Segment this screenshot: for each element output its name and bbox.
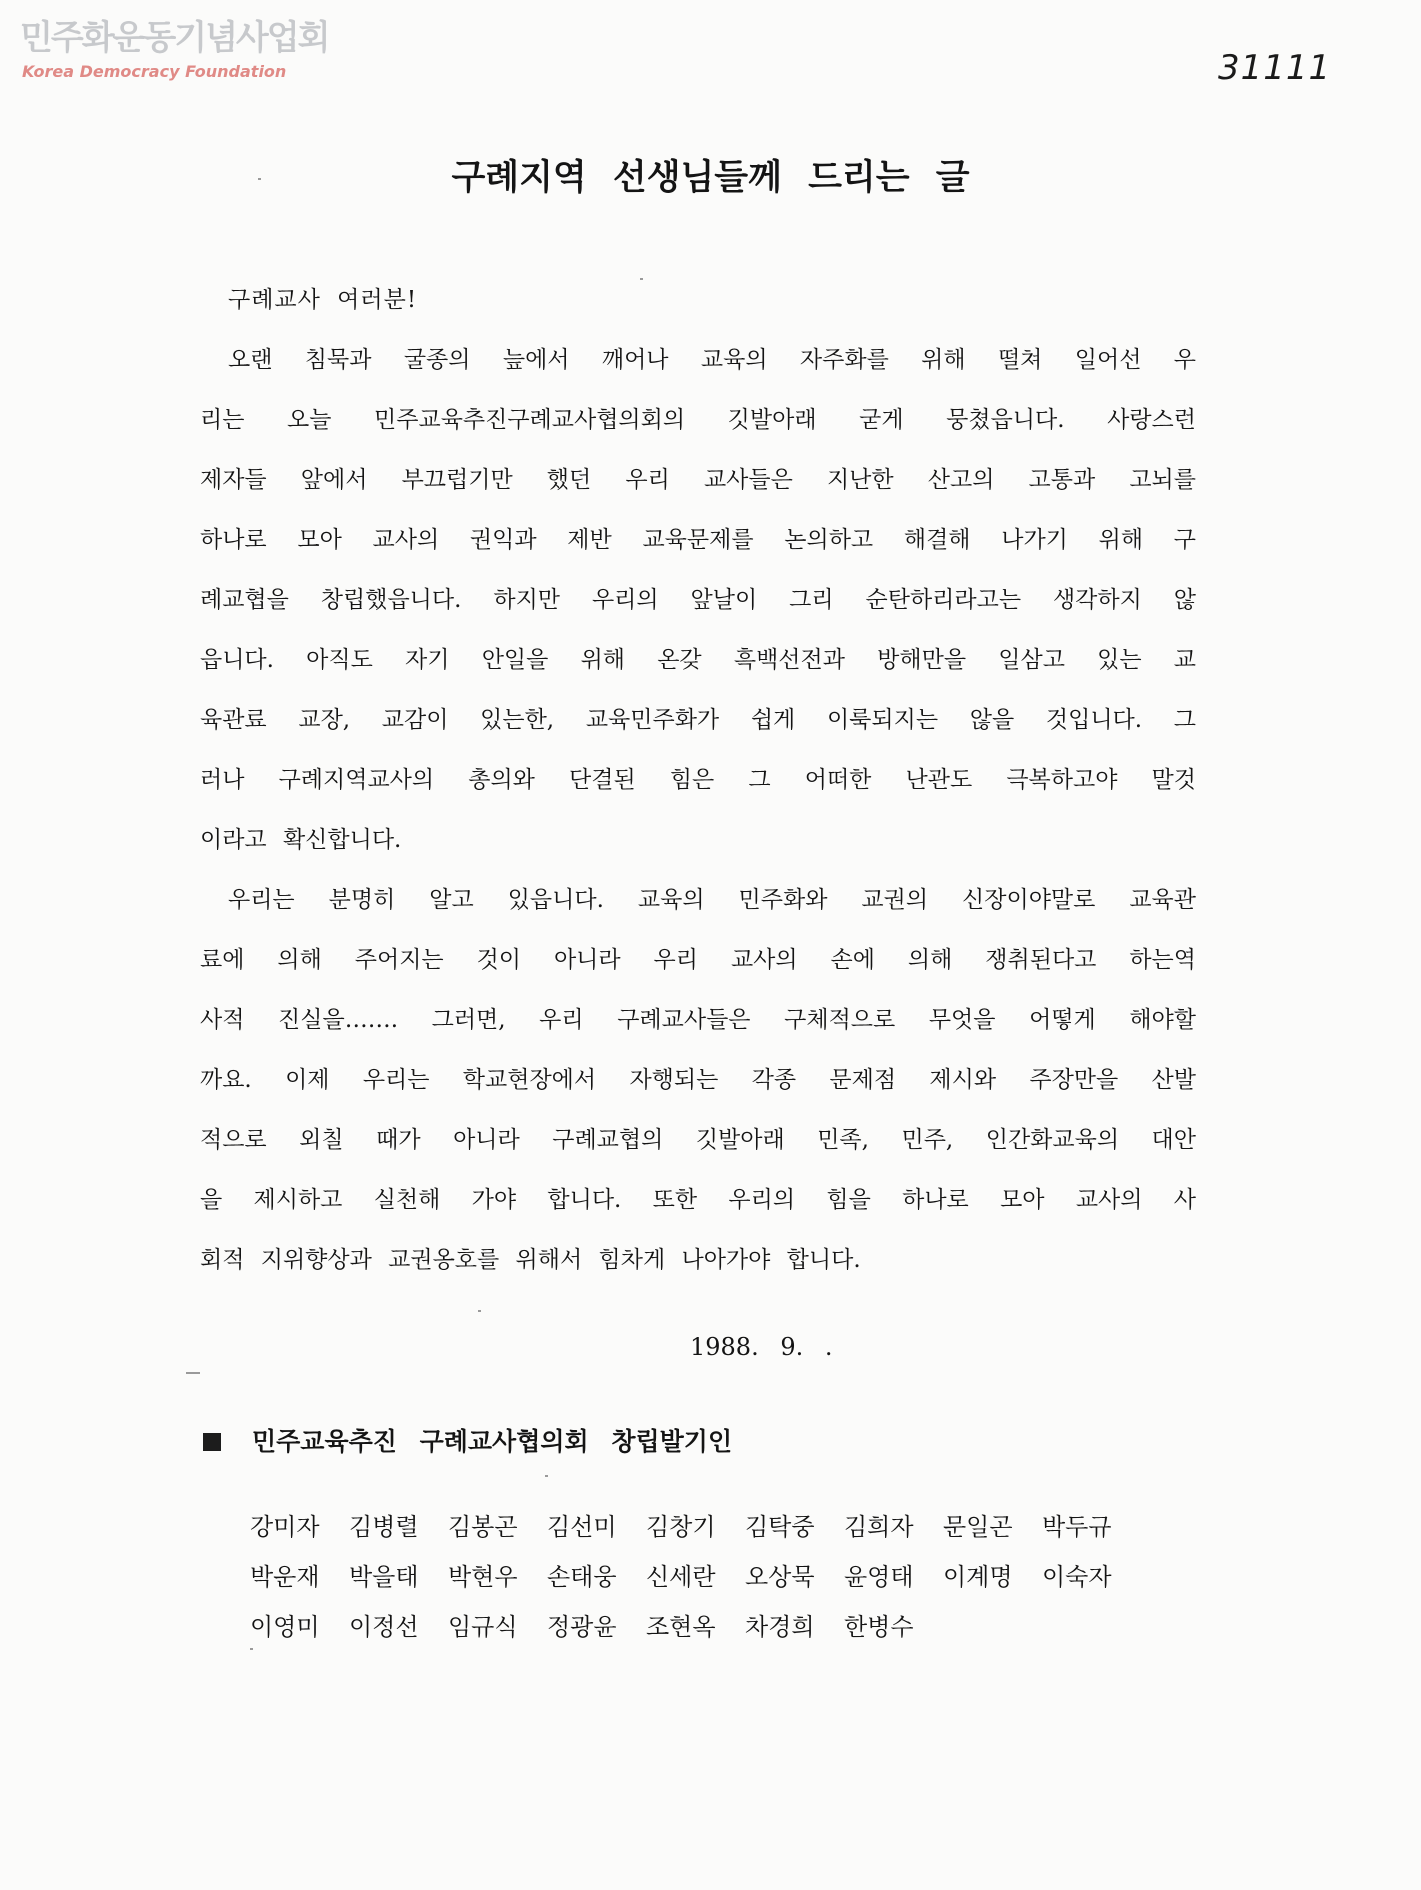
founder-name: 오상묵 (745, 1563, 815, 1591)
founder-name: 이계명 (943, 1563, 1013, 1591)
founders-heading: 민주교육추진 구례교사협의회 창립발기인 (252, 1427, 733, 1456)
greeting-line: 구례교사 여러분! (228, 287, 418, 313)
body-line: 제자들 앞에서 부끄럽기만 했던 우리 교사들은 지난한 산고의 고통과 고뇌를 (200, 467, 1196, 493)
document-date: 1988. 9. . (690, 1333, 833, 1361)
body-line: 을 제시하고 실천해 가야 합니다. 또한 우리의 힘을 하나로 모아 교사의 사 (200, 1187, 1196, 1213)
founder-name: 신세란 (646, 1563, 716, 1591)
founder-name: 차경희 (745, 1613, 815, 1641)
founder-name: 박현우 (448, 1563, 518, 1591)
scan-speck (545, 1475, 548, 1477)
scan-speck (250, 1648, 253, 1650)
founder-name: 강미자 (250, 1513, 320, 1541)
founder-name: 박두규 (1042, 1513, 1112, 1541)
founder-name: 윤영태 (844, 1563, 914, 1591)
body-line: 례교협을 창립했읍니다. 하지만 우리의 앞날이 그리 순탄하리라고는 생각하지 않 (200, 587, 1196, 613)
founder-name: 이영미 (250, 1613, 320, 1641)
founder-name: 김봉곤 (448, 1513, 518, 1541)
watermark-english: Korea Democracy Foundation (22, 62, 287, 81)
founder-name: 임규식 (448, 1613, 518, 1641)
founder-name: 이정선 (349, 1613, 419, 1641)
watermark-korean: 민주화운동기념사업회 (20, 18, 329, 58)
founder-name: 김병렬 (349, 1513, 419, 1541)
founder-name: 김창기 (646, 1513, 716, 1541)
founder-name: 한병수 (844, 1613, 914, 1641)
body-line: 회적 지위향상과 교권옹호를 위해서 힘차게 나아가야 합니다. (200, 1247, 861, 1273)
founders-row (250, 1560, 1141, 1594)
body-line: 육관료 교장, 교감이 있는한, 교육민주화가 쉽게 이룩되지는 않을 것입니다. 그 (200, 707, 1196, 733)
scan-speck (258, 178, 261, 180)
founders-row (250, 1510, 1141, 1544)
founder-name: 이숙자 (1042, 1563, 1112, 1591)
scan-speck (478, 1310, 481, 1312)
body-line: 우리는 분명히 알고 있읍니다. 교육의 민주화와 교권의 신장이야말로 교육관 (228, 887, 1196, 913)
square-bullet-icon (203, 1433, 221, 1451)
handwritten-document-number: 31111 (1218, 48, 1332, 88)
scan-speck (640, 278, 643, 280)
founder-name: 손태웅 (547, 1563, 617, 1591)
body-line: 읍니다. 아직도 자기 안일을 위해 온갖 흑백선전과 방해만을 일삼고 있는 교 (200, 647, 1196, 673)
scan-speck (186, 1372, 200, 1374)
body-line: 사적 진실을……. 그러면, 우리 구례교사들은 구체적으로 무엇을 어떻게 해야할 (200, 1007, 1196, 1033)
body-line: 료에 의해 주어지는 것이 아니라 우리 교사의 손에 의해 쟁취된다고 하는역 (200, 947, 1196, 973)
founder-name: 김탁중 (745, 1513, 815, 1541)
body-line: 러나 구례지역교사의 총의와 단결된 힘은 그 어떠한 난관도 극복하고야 말것 (200, 767, 1196, 793)
body-line: 적으로 외칠 때가 아니라 구례교협의 깃발아래 민족, 민주, 인간화교육의 대안 (200, 1127, 1196, 1153)
founder-name: 조현옥 (646, 1613, 716, 1641)
document-title: 구례지역 선생님들께 드리는 글 (451, 158, 970, 198)
founder-name: 박을태 (349, 1563, 419, 1591)
body-line: 까요. 이제 우리는 학교현장에서 자행되는 각종 문제점 제시와 주장만을 산발 (200, 1067, 1196, 1093)
founder-name: 김선미 (547, 1513, 617, 1541)
founder-name: 문일곤 (943, 1513, 1013, 1541)
founder-name: 박운재 (250, 1563, 320, 1591)
body-line: 하나로 모아 교사의 권익과 제반 교육문제를 논의하고 해결해 나가기 위해 구 (200, 527, 1196, 553)
founder-name: 김희자 (844, 1513, 914, 1541)
body-line: 오랜 침묵과 굴종의 늪에서 깨어나 교육의 자주화를 위해 떨쳐 일어선 우 (228, 347, 1196, 373)
founders-row (250, 1610, 943, 1644)
founder-name: 정광윤 (547, 1613, 617, 1641)
body-line: 리는 오늘 민주교육추진구례교사협의회의 깃발아래 굳게 뭉쳤읍니다. 사랑스런 (200, 407, 1196, 433)
body-line: 이라고 확신합니다. (200, 827, 402, 853)
